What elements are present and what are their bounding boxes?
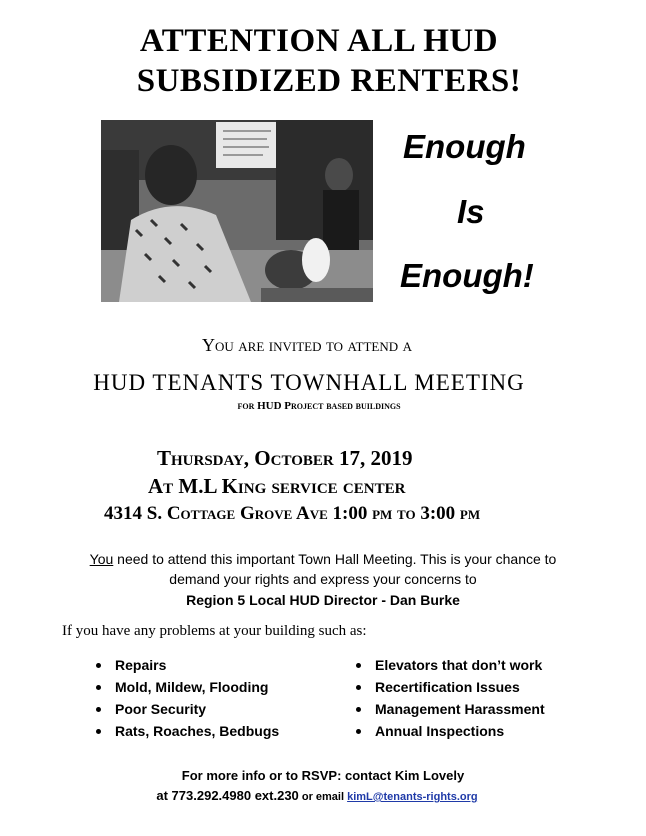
body-line-1-rest: need to attend this important Town Hall Meeting. This is your chance to <box>113 551 557 567</box>
contact-line-2 <box>0 788 640 803</box>
issues-list-left <box>96 655 279 743</box>
meeting-place: At M.L King service center <box>148 474 406 498</box>
headline-line-2: SUBSIDIZED RENTERS! <box>136 63 522 99</box>
list-item: Repairs <box>96 655 279 677</box>
list-item: Elevators that don’t work <box>356 655 545 677</box>
body-line-1 <box>0 551 646 567</box>
meeting-address: 4314 S. Cottage Grove Ave 1:00 pm to 3:00 pm <box>104 503 481 524</box>
contact-or-email: or email <box>298 791 348 803</box>
body-you: You <box>89 551 114 567</box>
activist-photo <box>101 120 373 302</box>
list-item: Annual Inspections <box>356 721 545 743</box>
body-line-3: Region 5 Local HUD Director - Dan Burke <box>186 592 460 608</box>
list-item: Recertification Issues <box>356 677 545 699</box>
meeting-subtitle: for HUD Project based buildings <box>237 400 401 412</box>
list-item: Mold, Mildew, Flooding <box>96 677 279 699</box>
invite-text: You are invited to attend a <box>201 335 412 355</box>
slogan-line-1: Enough <box>403 128 526 165</box>
list-item: Management Harassment <box>356 699 545 721</box>
list-item: Poor Security <box>96 699 279 721</box>
email-link[interactable]: kimL@tenants-rights.org <box>347 791 478 803</box>
issues-list-right <box>356 655 545 743</box>
slogan-line-2: Is <box>457 193 485 230</box>
meeting-date: Thursday, October 17, 2019 <box>157 446 413 470</box>
meeting-title: HUD TENANTS TOWNHALL MEETING <box>93 370 525 395</box>
slogan-line-3: Enough! <box>400 257 534 294</box>
contact-line-1: For more info or to RSVP: contact Kim Lovely <box>181 768 465 783</box>
body-line-2: demand your rights and express your concerns to <box>169 571 477 587</box>
headline-line-1: ATTENTION ALL HUD <box>139 23 499 59</box>
contact-phone: at 773.292.4980 ext.230 <box>156 788 299 803</box>
list-item: Rats, Roaches, Bedbugs <box>96 721 279 743</box>
problems-intro: If you have any problems at your building such as: <box>62 623 367 639</box>
